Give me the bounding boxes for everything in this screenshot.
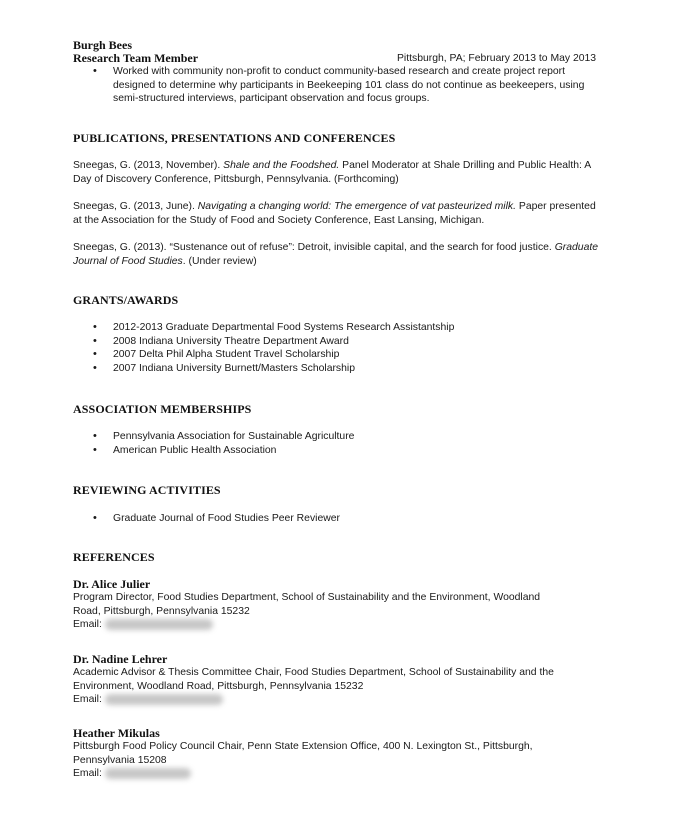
publication-title: Shale and the Foodshed. — [223, 160, 340, 171]
grant-item: • 2012-2013 Graduate Departmental Food Systems Research Assistantship — [73, 321, 593, 335]
redacted-email — [105, 619, 213, 630]
publication-title: Graduate Journal of Food Studies — [73, 242, 599, 267]
publication-title: Navigating a changing world: The emergence of vat pasteurized milk. — [197, 201, 517, 212]
reference-entry — [73, 726, 613, 781]
publication-prefix: Sneegas, G. (2013, November). — [73, 160, 224, 171]
email-label: Email: — [73, 619, 102, 631]
reference-line: Pennsylvania 15208 — [73, 754, 167, 766]
reviewing-item: • Graduate Journal of Food Studies Peer Reviewer — [73, 512, 593, 526]
publication-rest: Paper presented at the Association for the Study of Food and Society Conference, East Lansing, Michigan. — [73, 201, 596, 226]
reference-entry — [73, 577, 613, 632]
experience-org: Burgh Bees — [73, 38, 133, 52]
reviewing-heading: REVIEWING ACTIVITIES — [73, 483, 221, 497]
associations-list — [73, 430, 593, 457]
association-item: • American Public Health Association — [73, 444, 593, 458]
publication-item — [73, 200, 598, 227]
association-item: • Pennsylvania Association for Sustainable Agriculture — [73, 430, 593, 444]
redacted-email — [105, 768, 191, 779]
email-label: Email: — [73, 694, 102, 706]
redacted-email — [105, 694, 223, 705]
publication-prefix: Sneegas, G. (2013, June). — [73, 201, 198, 212]
reference-name: Dr. Nadine Lehrer — [73, 652, 168, 666]
reference-line: Program Director, Food Studies Department, School of Sustainability and the Environment, Woodland — [73, 592, 541, 603]
reference-email-row — [73, 618, 613, 632]
reference-line: Pittsburgh Food Policy Council Chair, Penn State Extension Office, 400 N. Lexington St., Pittsburgh, — [73, 741, 533, 752]
reference-line: Road, Pittsburgh, Pennsylvania 15232 — [73, 605, 250, 617]
grants-list — [73, 321, 593, 375]
associations-heading: ASSOCIATION MEMBERSHIPS — [73, 402, 252, 416]
reference-entry — [73, 652, 633, 707]
experience-bullets — [73, 65, 603, 106]
publication-item — [73, 241, 603, 268]
experience-bullet: • Worked with community non-profit to conduct community-based research and create project report designed to determine why participants in Beekeeping 101 class do not continue as beekeepers, using semi-structured interviews, participant observation and focus groups. — [73, 65, 603, 106]
reference-line: Academic Advisor & Thesis Committee Chair, Food Studies Department, School of Sustainability and the — [73, 667, 554, 678]
publication-rest: . (Under review) — [182, 255, 257, 267]
experience-role: Research Team Member — [73, 51, 199, 65]
references-heading: REFERENCES — [73, 550, 155, 564]
email-label: Email: — [73, 768, 102, 780]
reference-name: Dr. Alice Julier — [73, 577, 151, 591]
reference-name: Heather Mikulas — [73, 726, 160, 740]
reviewing-list — [73, 512, 593, 526]
reference-email-row — [73, 693, 633, 707]
grant-item: • 2007 Indiana University Burnett/Masters Scholarship — [73, 362, 593, 376]
publications-heading: PUBLICATIONS, PRESENTATIONS AND CONFERENCES — [73, 131, 396, 145]
publication-prefix: Sneegas, G. (2013). “Sustenance out of refuse”: Detroit, invisible capital, and the search for food justice. — [73, 242, 555, 253]
grant-item: • 2008 Indiana University Theatre Department Award — [73, 335, 593, 349]
grants-heading: GRANTS/AWARDS — [73, 293, 179, 307]
reference-email-row — [73, 767, 613, 781]
publication-rest: Panel Moderator at Shale Drilling and Public Health: A Day of Discovery Conference, Pittsburgh, Pennsylvania. (Forthcoming) — [73, 160, 591, 185]
experience-location-dates: Pittsburgh, PA; February 2013 to May 2013 — [397, 53, 597, 64]
publication-item — [73, 159, 598, 186]
reference-line: Environment, Woodland Road, Pittsburgh, Pennsylvania 15232 — [73, 680, 364, 692]
grant-item: • 2007 Delta Phil Alpha Student Travel Scholarship — [73, 348, 593, 362]
